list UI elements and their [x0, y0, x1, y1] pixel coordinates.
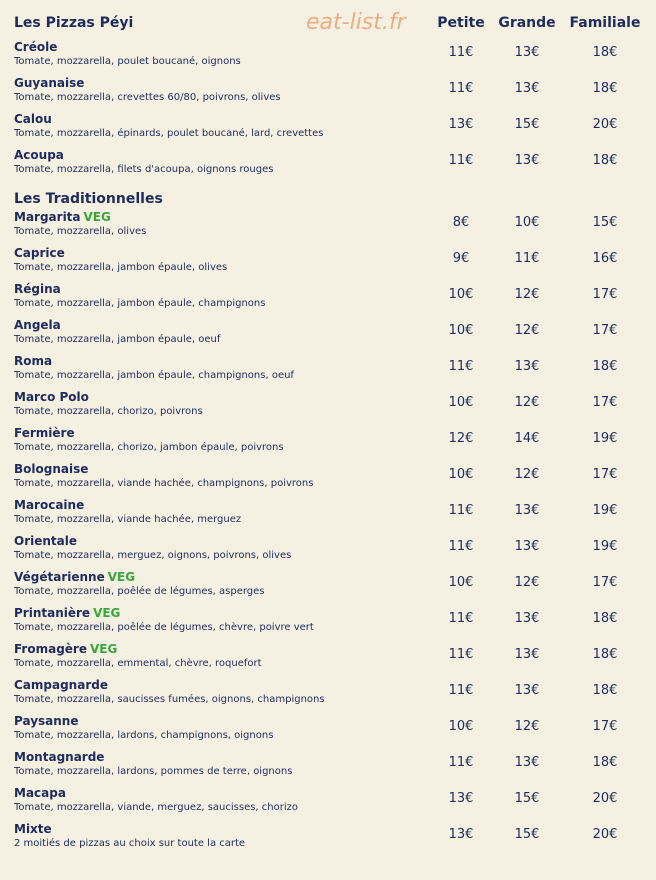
price-petite: 10€	[448, 575, 474, 590]
item-name: Calou	[14, 112, 52, 126]
price-familiale: 17€	[592, 395, 618, 410]
price-familiale: 17€	[592, 575, 618, 590]
price-grande: 12€	[514, 719, 540, 734]
price-petite: 10€	[448, 719, 474, 734]
item-name: Campagnarde	[14, 678, 108, 692]
price-familiale: 18€	[592, 611, 618, 626]
price-grande: 13€	[514, 647, 540, 662]
price-petite: 10€	[448, 395, 474, 410]
item-description: Tomate, mozzarella, lardons, champignons, oignons	[14, 730, 274, 741]
price-grande: 13€	[514, 45, 540, 60]
price-grande: 12€	[514, 467, 540, 482]
price-familiale: 18€	[592, 359, 618, 374]
pizza-menu	[14, 10, 646, 858]
price-grande: 13€	[514, 153, 540, 168]
item-description: Tomate, mozzarella, poêlée de légumes, chèvre, poivre vert	[14, 622, 314, 633]
price-petite: 11€	[448, 611, 474, 626]
section-title-pizzas-peyi: Les Pizzas Péyi	[14, 15, 134, 31]
price-familiale: 19€	[592, 503, 618, 518]
section-title-traditionnelles: Les Traditionnelles	[14, 191, 163, 207]
menu-item	[14, 462, 646, 498]
item-name: Fermière	[14, 426, 75, 440]
price-petite: 11€	[448, 153, 474, 168]
menu-item	[14, 112, 646, 148]
item-description: Tomate, mozzarella, viande hachée, merguez	[14, 514, 242, 525]
item-description: Tomate, mozzarella, chorizo, poivrons	[14, 406, 203, 417]
watermark: eat-list.fr	[306, 10, 406, 35]
menu-item	[14, 282, 646, 318]
item-name: Créole	[14, 40, 58, 54]
price-grande: 11€	[514, 251, 540, 266]
menu-item	[14, 40, 646, 76]
price-petite: 11€	[448, 503, 474, 518]
item-description: Tomate, mozzarella, merguez, oignons, poivrons, olives	[14, 550, 292, 561]
item-name: Caprice	[14, 246, 65, 260]
item-name: Angela	[14, 318, 61, 332]
menu-item	[14, 390, 646, 426]
item-name: Régina	[14, 282, 61, 296]
menu-header	[14, 10, 646, 40]
item-description: Tomate, mozzarella, emmental, chèvre, roquefort	[14, 658, 262, 669]
veg-badge: VEG	[107, 570, 136, 584]
item-description: Tomate, mozzarella, filets d'acoupa, oignons rouges	[14, 164, 274, 175]
veg-badge: VEG	[93, 606, 121, 620]
item-name: Fromagère	[14, 642, 87, 656]
price-petite: 10€	[448, 467, 474, 482]
price-petite: 11€	[448, 45, 474, 60]
menu-item	[14, 750, 646, 786]
item-name: Bolognaise	[14, 462, 89, 476]
item-name: Paysanne	[14, 714, 79, 728]
menu-item	[14, 642, 646, 678]
price-petite: 10€	[448, 323, 474, 338]
item-name: Végétarienne	[14, 570, 105, 584]
price-grande: 15€	[514, 791, 540, 806]
price-grande: 13€	[514, 503, 540, 518]
item-description: Tomate, mozzarella, lardons, pommes de terre, oignons	[14, 766, 293, 777]
price-petite: 9€	[452, 251, 470, 266]
price-familiale: 17€	[592, 323, 618, 338]
menu-item	[14, 822, 646, 858]
price-petite: 10€	[448, 287, 474, 302]
section-traditionnelles-items	[14, 210, 646, 858]
price-petite: 13€	[448, 791, 474, 806]
price-petite: 13€	[448, 117, 474, 132]
price-grande: 13€	[514, 359, 540, 374]
price-familiale: 16€	[592, 251, 618, 266]
price-petite: 11€	[448, 683, 474, 698]
column-header-familiale: Familiale	[569, 15, 641, 31]
column-header-petite: Petite	[437, 15, 485, 31]
price-familiale: 18€	[592, 45, 618, 60]
price-petite: 11€	[448, 81, 474, 96]
price-grande: 14€	[514, 431, 540, 446]
price-grande: 13€	[514, 683, 540, 698]
item-description: 2 moitiés de pizzas au choix sur toute la carte	[14, 838, 246, 849]
price-familiale: 18€	[592, 683, 618, 698]
menu-item	[14, 534, 646, 570]
price-grande: 12€	[514, 575, 540, 590]
item-description: Tomate, mozzarella, jambon épaule, oeuf	[14, 334, 221, 345]
item-description: Tomate, mozzarella, jambon épaule, champignons, oeuf	[14, 370, 294, 381]
item-name: Orientale	[14, 534, 77, 548]
menu-item	[14, 246, 646, 282]
price-familiale: 17€	[592, 287, 618, 302]
menu-item	[14, 426, 646, 462]
price-grande: 13€	[514, 81, 540, 96]
price-grande: 15€	[514, 117, 540, 132]
item-description: Tomate, mozzarella, épinards, poulet boucané, lard, crevettes	[14, 128, 324, 139]
column-header-grande: Grande	[498, 15, 556, 31]
price-petite: 11€	[448, 539, 474, 554]
price-grande: 13€	[514, 755, 540, 770]
price-petite: 11€	[448, 755, 474, 770]
menu-item	[14, 606, 646, 642]
price-grande: 12€	[514, 323, 540, 338]
price-petite: 12€	[448, 431, 474, 446]
price-grande: 15€	[514, 827, 540, 842]
item-description: Tomate, mozzarella, chorizo, jambon épaule, poivrons	[14, 442, 284, 453]
price-familiale: 20€	[592, 117, 618, 132]
item-description: Tomate, mozzarella, saucisses fumées, oignons, champignons	[14, 694, 325, 705]
menu-item	[14, 76, 646, 112]
price-familiale: 18€	[592, 755, 618, 770]
price-petite: 13€	[448, 827, 474, 842]
item-description: Tomate, mozzarella, olives	[14, 226, 147, 237]
menu-item	[14, 148, 646, 184]
menu-item	[14, 210, 646, 246]
veg-badge: VEG	[83, 210, 111, 224]
price-familiale: 19€	[592, 539, 618, 554]
menu-item	[14, 318, 646, 354]
item-name: Guyanaise	[14, 76, 85, 90]
price-grande: 13€	[514, 539, 540, 554]
price-petite: 11€	[448, 647, 474, 662]
price-petite: 8€	[452, 215, 470, 230]
price-grande: 12€	[514, 287, 540, 302]
item-description: Tomate, mozzarella, viande, merguez, saucisses, chorizo	[14, 802, 298, 813]
veg-badge: VEG	[89, 642, 118, 656]
price-familiale: 18€	[592, 81, 618, 96]
section-pizzas-peyi-items	[14, 40, 646, 184]
price-grande: 10€	[514, 215, 540, 230]
price-familiale: 18€	[592, 647, 618, 662]
price-familiale: 20€	[592, 791, 618, 806]
item-description: Tomate, mozzarella, jambon épaule, champignons	[14, 298, 266, 309]
item-description: Tomate, mozzarella, jambon épaule, olives	[14, 262, 228, 273]
item-name: Marocaine	[14, 498, 85, 512]
price-familiale: 17€	[592, 719, 618, 734]
price-familiale: 17€	[592, 467, 618, 482]
price-familiale: 19€	[592, 431, 618, 446]
price-grande: 13€	[514, 611, 540, 626]
item-description: Tomate, mozzarella, crevettes 60/80, poivrons, olives	[14, 92, 281, 103]
price-familiale: 15€	[592, 215, 618, 230]
menu-item	[14, 678, 646, 714]
menu-item	[14, 786, 646, 822]
item-name: Roma	[14, 354, 53, 368]
item-name: Acoupa	[14, 148, 64, 162]
item-description: Tomate, mozzarella, viande hachée, champignons, poivrons	[14, 478, 314, 489]
price-petite: 11€	[448, 359, 474, 374]
item-name: Margarita	[14, 210, 81, 224]
item-name: Printanière	[14, 606, 91, 620]
item-description: Tomate, mozzarella, poêlée de légumes, asperges	[14, 586, 265, 597]
menu-item	[14, 354, 646, 390]
item-name: Marco Polo	[14, 390, 89, 404]
item-description: Tomate, mozzarella, poulet boucané, oignons	[14, 56, 241, 67]
item-name: Mixte	[14, 822, 52, 836]
menu-item	[14, 570, 646, 606]
price-grande: 12€	[514, 395, 540, 410]
item-name: Montagnarde	[14, 750, 105, 764]
item-name: Macapa	[14, 786, 66, 800]
menu-item	[14, 498, 646, 534]
price-familiale: 18€	[592, 153, 618, 168]
menu-item	[14, 714, 646, 750]
price-familiale: 20€	[592, 827, 618, 842]
